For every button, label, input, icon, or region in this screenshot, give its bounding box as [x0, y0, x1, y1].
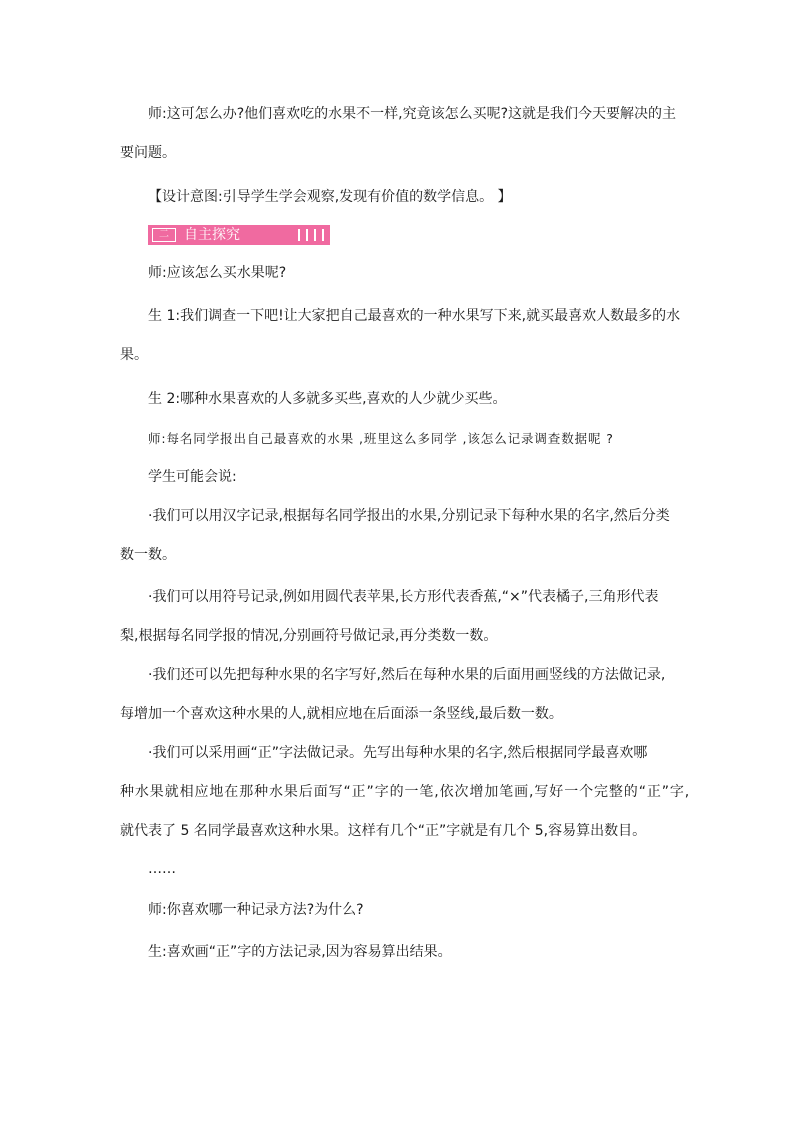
- bullet-2-line-1: ·我们可以用符号记录,例如用圆代表苹果,长方形代表香蕉,“×”代表橘子,三角形代表: [148, 589, 659, 605]
- student-1-line-2: 果。: [120, 347, 148, 363]
- student-3: 生:喜欢画“正”字的方法记录,因为容易算出结果。: [148, 944, 452, 960]
- teacher-question-3: 师:你喜欢哪一种记录方法?为什么?: [148, 902, 364, 918]
- bullet-1-line-2: 数一数。: [120, 547, 176, 563]
- design-intent: 【设计意图:引导学生学会观察,发现有价值的数学信息。 】: [148, 189, 512, 205]
- students-may-say: 学生可能会说:: [148, 469, 237, 485]
- paragraph-teacher-1-line-1: 师:这可怎么办?他们喜欢吃的水果不一样,究竟该怎么买呢?这就是我们今天要解决的主: [148, 106, 677, 122]
- paragraph-teacher-1-line-2: 要问题。: [120, 145, 176, 161]
- teacher-question-2: 师:每名同学报出自己最喜欢的水果 ,班里这么多同学 ,该怎么记录调查数据呢 ?: [148, 431, 614, 446]
- bullet-4-line-2: 种水果就相应地在那种水果后面写“正”字的一笔,依次增加笔画,写好一个完整的“正”字,: [120, 784, 691, 800]
- bullet-1-line-1: ·我们可以用汉字记录,根据每名同学报出的水果,分别记录下每种水果的名字,然后分类: [148, 508, 670, 524]
- bullet-4-line-1: ·我们可以采用画“正”字法做记录。先写出每种水果的名字,然后根据同学最喜欢哪: [148, 745, 648, 761]
- section-number: 二: [159, 229, 169, 240]
- section-decoration-stripes: [298, 229, 324, 241]
- student-2: 生 2:哪种水果喜欢的人多就多买些,喜欢的人少就少买些。: [148, 391, 507, 407]
- section-title: 自主探究: [184, 227, 240, 243]
- bullet-2-line-2: 梨,根据每名同学报的情况,分别画符号做记录,再分类数一数。: [120, 628, 498, 644]
- ellipsis: ……: [148, 861, 176, 877]
- bullet-3-line-1: ·我们还可以先把每种水果的名字写好,然后在每种水果的后面用画竖线的方法做记录,: [148, 667, 666, 683]
- bullet-3-line-2: 每增加一个喜欢这种水果的人,就相应地在后面添一条竖线,最后数一数。: [120, 706, 563, 722]
- student-1-line-1: 生 1:我们调查一下吧!让大家把自己最喜欢的一种水果写下来,就买最喜欢人数最多的水: [148, 308, 681, 324]
- section-header: [148, 225, 330, 245]
- bullet-4-line-3: 就代表了 5 名同学最喜欢这种水果。这样有几个“正”字就是有几个 5,容易算出数目。: [120, 823, 647, 839]
- teacher-question-1: 师:应该怎么买水果呢?: [148, 265, 287, 281]
- section-number-box: [152, 228, 176, 242]
